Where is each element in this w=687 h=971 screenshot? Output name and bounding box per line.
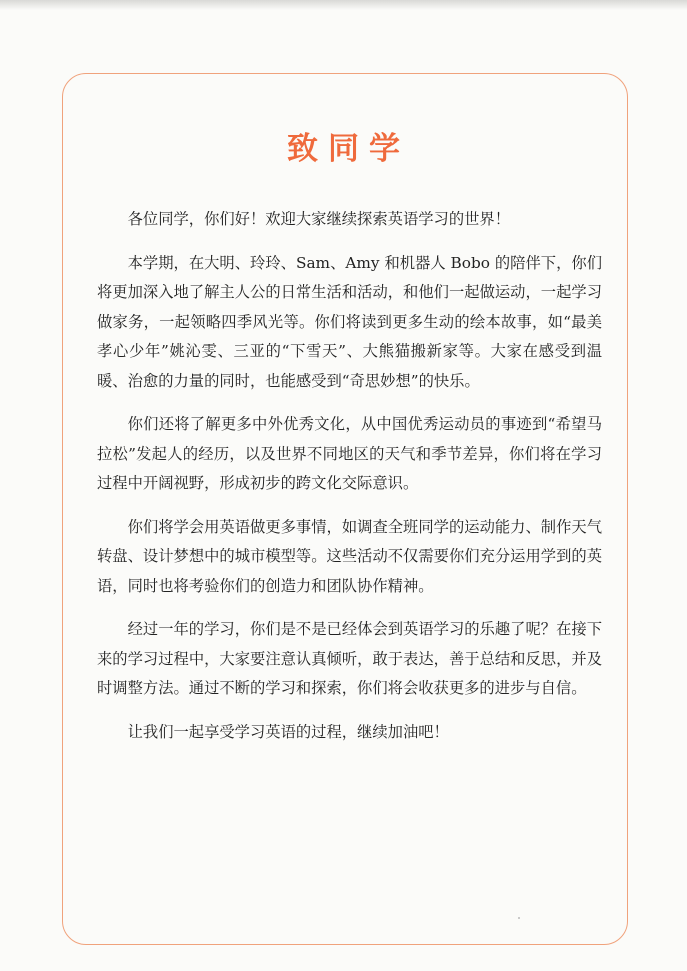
page-top-edge xyxy=(0,0,687,10)
paragraph-semester-intro: 本学期，在大明、玲玲、Sam、Amy 和机器人 Bobo 的陪伴下，你们将更加深入地了解主人公的日常生活和活动，和他们一起做运动，一起学习做家务，一起领略四季风光等。你们将读到更多生动的绘本故事，如“最美孝心少年”姚沁雯、三亚的“下雪天”、大熊猫搬新家等。大家在感受到温暖、治愈的力量的同时，也能感受到“奇思妙想”的快乐。 xyxy=(97,253,602,390)
paragraph-reflection: 经过一年的学习，你们是不是已经体会到英语学习的乐趣了呢？在接下来的学习过程中，大家要注意认真倾听，敢于表达，善于总结和反思，并及时调整方法。通过不断的学习和探索，你们将会收获更多的进步与自信。 xyxy=(97,620,602,697)
paragraph-culture: 你们还将了解更多中外优秀文化，从中国优秀运动员的事迹到“希望马拉松”发起人的经历，以及世界不同地区的天气和季节差异，你们将在学习过程中开阔视野，形成初步的跨文化交际意识。 xyxy=(97,415,602,492)
paragraph-activities: 你们将学会用英语做更多事情，如调查全班同学的运动能力、制作天气转盘、设计梦想中的城市模型等。这些活动不仅需要你们充分运用学到的英语，同时也将考验你们的创造力和团队协作精神。 xyxy=(97,517,602,595)
scan-speck xyxy=(518,917,520,919)
page-title: 致同学 xyxy=(287,131,410,167)
letter-body xyxy=(97,205,602,761)
paragraph-greeting: 各位同学，你们好！欢迎大家继续探索英语学习的世界！ xyxy=(127,210,511,228)
paragraph-closing: 让我们一起享受学习英语的过程，继续加油吧！ xyxy=(127,722,449,741)
